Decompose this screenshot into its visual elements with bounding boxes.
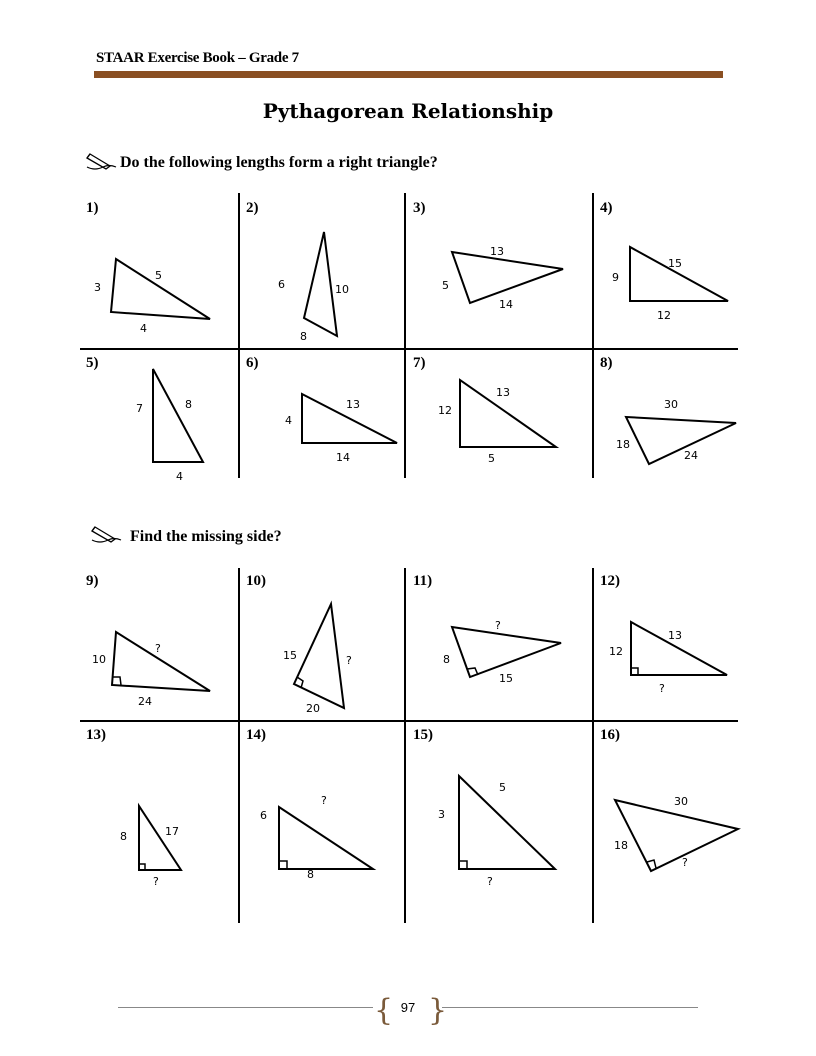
triangle-16 — [615, 800, 738, 871]
problem-number: 7) — [413, 355, 426, 371]
triangle-10 — [294, 604, 344, 708]
side-label: 6 — [260, 809, 267, 822]
side-label: 24 — [138, 695, 152, 708]
triangle-4 — [630, 247, 728, 301]
side-label: 10 — [92, 653, 106, 666]
problem-number: 4) — [600, 200, 613, 216]
side-label: 15 — [668, 257, 682, 270]
side-label: 4 — [285, 414, 292, 427]
side-label: 8 — [120, 830, 127, 843]
problem-number: 13) — [86, 727, 106, 743]
side-label: 24 — [684, 449, 698, 462]
side-label: 3 — [438, 808, 445, 821]
side-label: 30 — [664, 398, 678, 411]
side-label: 15 — [499, 672, 513, 685]
triangle-1 — [111, 259, 210, 319]
problem-number: 2) — [246, 200, 259, 216]
side-label: 13 — [496, 386, 510, 399]
right-angle-marker — [459, 861, 467, 869]
side-label: 13 — [490, 245, 504, 258]
side-label: 5 — [488, 452, 495, 465]
side-label: 14 — [499, 298, 513, 311]
triangle-5 — [153, 369, 203, 462]
triangle-8 — [626, 417, 736, 464]
problem-number: 8) — [600, 355, 613, 371]
side-label: ? — [659, 682, 665, 695]
side-label: ? — [153, 875, 159, 888]
triangle-3 — [452, 252, 563, 303]
side-label: ? — [346, 654, 352, 667]
side-label: 12 — [609, 645, 623, 658]
problem-number: 12) — [600, 573, 620, 589]
problem-number: 1) — [86, 200, 99, 216]
side-label: ? — [321, 794, 327, 807]
side-label: 5 — [499, 781, 506, 794]
side-label: 30 — [674, 795, 688, 808]
triangle-9 — [112, 632, 210, 691]
side-label: 9 — [612, 271, 619, 284]
page-number: 97 — [400, 1000, 416, 1015]
side-label: ? — [495, 619, 501, 632]
side-label: ? — [155, 642, 161, 655]
side-label: 15 — [283, 649, 297, 662]
side-label: 10 — [335, 283, 349, 296]
triangle-2 — [304, 232, 337, 336]
side-label: 5 — [442, 279, 449, 292]
side-label: 17 — [165, 825, 179, 838]
side-label: 12 — [657, 309, 671, 322]
side-label: 18 — [616, 438, 630, 451]
triangle-13 — [139, 806, 181, 870]
side-label: 8 — [185, 398, 192, 411]
footer-rule-right — [442, 1007, 698, 1008]
side-label: 12 — [438, 404, 452, 417]
side-label: 8 — [300, 330, 307, 343]
side-label: 13 — [668, 629, 682, 642]
side-label: 7 — [136, 402, 143, 415]
problem-number: 11) — [413, 573, 433, 589]
side-label: ? — [682, 856, 688, 869]
triangle-14 — [279, 807, 373, 869]
side-label: 8 — [307, 868, 314, 881]
header-title: STAAR Exercise Book – Grade 7 — [96, 50, 299, 66]
problem-number: 3) — [413, 200, 426, 216]
problem-number: 6) — [246, 355, 259, 371]
side-label: 18 — [614, 839, 628, 852]
problem-number: 5) — [86, 355, 99, 371]
section1-instruction: Do the following lengths form a right triangle? — [120, 154, 438, 171]
right-angle-marker — [279, 861, 287, 869]
footer-bracket-right: } — [428, 993, 448, 1028]
side-label: 8 — [443, 653, 450, 666]
side-label: 5 — [155, 269, 162, 282]
side-label: 20 — [306, 702, 320, 715]
triangle-15 — [459, 776, 555, 869]
side-label: 6 — [278, 278, 285, 291]
section2-instruction: Find the missing side? — [130, 528, 282, 545]
page-title: Pythagorean Relationship — [262, 99, 554, 123]
side-label: 3 — [94, 281, 101, 294]
side-label: 4 — [140, 322, 147, 335]
problem-number: 15) — [413, 727, 433, 743]
side-label: 13 — [346, 398, 360, 411]
problem-number: 14) — [246, 727, 266, 743]
side-label: ? — [487, 875, 493, 888]
problem-number: 10) — [246, 573, 266, 589]
side-label: 14 — [336, 451, 350, 464]
problem-number: 16) — [600, 727, 620, 743]
side-label: 4 — [176, 470, 183, 483]
footer-bracket-left: { — [374, 993, 394, 1028]
right-angle-marker — [631, 668, 638, 675]
footer-rule-left — [118, 1007, 373, 1008]
problem-number: 9) — [86, 573, 99, 589]
